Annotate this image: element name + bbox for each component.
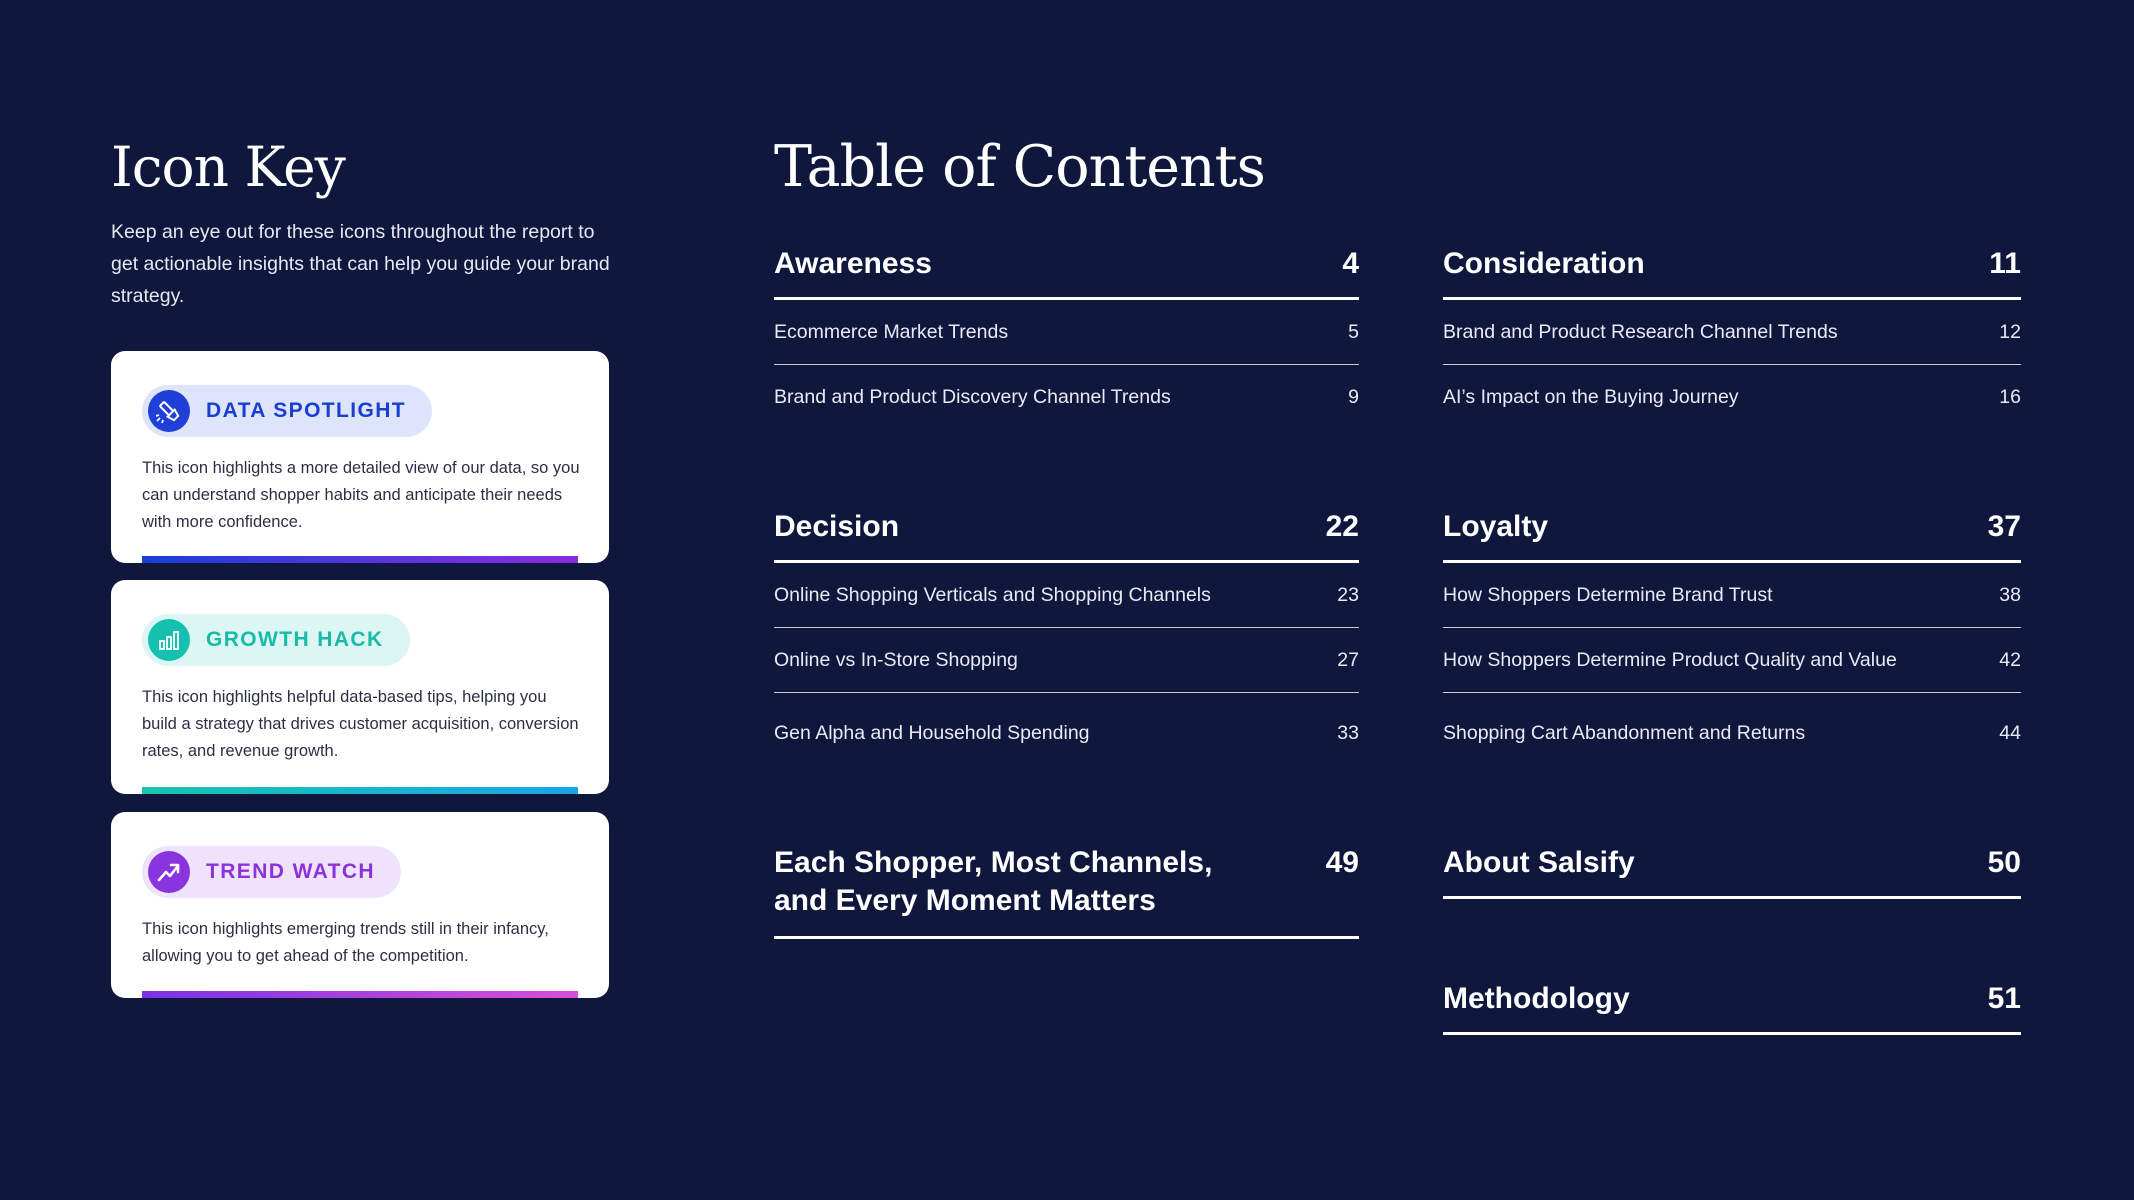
growth-hack-label: GROWTH HACK xyxy=(206,628,384,651)
trend-watch-card xyxy=(111,812,609,998)
toc-item-page: 16 xyxy=(1999,385,2021,408)
section-page: 37 xyxy=(1987,510,2021,543)
toc-section-consideration[interactable] xyxy=(1443,245,2021,429)
data-spotlight-card xyxy=(111,351,609,563)
trend-watch-badge xyxy=(142,846,401,898)
section-title: Each Shopper, Most Channels, and Every Moment Matters xyxy=(774,846,1213,917)
toc-item-label: Brand and Product Research Channel Trends xyxy=(1443,320,1838,343)
growth-hack-badge xyxy=(142,614,410,666)
toc-item-label: Ecommerce Market Trends xyxy=(774,320,1009,343)
toc-item-page: 44 xyxy=(1999,721,2021,744)
data-spotlight-label: DATA SPOTLIGHT xyxy=(206,399,407,422)
toc-item-label: Gen Alpha and Household Spending xyxy=(774,721,1090,744)
trending-up-icon xyxy=(148,851,190,893)
section-title: About Salsify xyxy=(1443,846,1635,879)
toc-item[interactable] xyxy=(774,693,1359,773)
section-heading[interactable] xyxy=(1443,980,2021,1035)
section-heading[interactable] xyxy=(774,508,1359,563)
toc-item-page: 12 xyxy=(1999,320,2021,343)
accent-bar xyxy=(142,991,578,998)
icon-key-intro: Keep an eye out for these icons throughout the report to get actionable insights that can help you guide your brand strategy. xyxy=(111,221,610,307)
section-page: 11 xyxy=(1989,247,2021,280)
toc-item[interactable] xyxy=(1443,563,2021,628)
toc-item[interactable] xyxy=(1443,693,2021,773)
toc-section-about-salsify[interactable] xyxy=(1443,844,2021,899)
section-heading[interactable] xyxy=(1443,508,2021,563)
toc-item-page: 27 xyxy=(1337,648,1359,671)
icon-key-title: Icon Key xyxy=(111,135,345,199)
growth-hack-description: This icon highlights helpful data-based tips, helping you build a strategy that drives customer acquisition, conversion rates, and revenue growth. xyxy=(142,688,579,760)
growth-hack-card xyxy=(111,580,609,794)
section-page: 4 xyxy=(1342,247,1359,280)
toc-item[interactable] xyxy=(1443,300,2021,365)
section-heading[interactable] xyxy=(774,844,1359,939)
trend-watch-label: TREND WATCH xyxy=(206,860,375,883)
trend-watch-description: This icon highlights emerging trends still in their infancy, allowing you to get ahead of the competition. xyxy=(142,920,549,965)
section-title: Consideration xyxy=(1443,247,1645,280)
toc-item[interactable] xyxy=(774,300,1359,365)
toc-item-label: Brand and Product Discovery Channel Trends xyxy=(774,385,1171,408)
toc-item-label: How Shoppers Determine Brand Trust xyxy=(1443,583,1773,606)
toc-item-label: How Shoppers Determine Product Quality and Value xyxy=(1443,648,1897,671)
section-title: Awareness xyxy=(774,247,932,280)
section-title: Decision xyxy=(774,510,900,543)
accent-bar xyxy=(142,556,578,563)
toc-item[interactable] xyxy=(1443,365,2021,429)
icon-key-panel xyxy=(111,136,611,312)
toc-item[interactable] xyxy=(1443,628,2021,693)
toc-item-label: Online vs In-Store Shopping xyxy=(774,648,1018,671)
toc-item-page: 9 xyxy=(1348,385,1359,408)
section-heading[interactable] xyxy=(1443,844,2021,899)
toc-item-page: 42 xyxy=(1999,648,2021,671)
toc-item[interactable] xyxy=(774,563,1359,628)
section-title: Methodology xyxy=(1443,982,1630,1015)
data-spotlight-description: This icon highlights a more detailed view of our data, so you can understand shopper habits and anticipate their needs with more confidence. xyxy=(142,459,580,531)
data-spotlight-badge xyxy=(142,385,432,437)
toc-item-page: 38 xyxy=(1999,583,2021,606)
toc-item-page: 33 xyxy=(1337,721,1359,744)
section-page: 49 xyxy=(1325,846,1359,879)
toc-item[interactable] xyxy=(774,365,1359,429)
toc-item-page: 5 xyxy=(1348,320,1359,343)
section-title: Loyalty xyxy=(1443,510,1549,543)
section-heading[interactable] xyxy=(774,245,1359,300)
toc-section-decision[interactable] xyxy=(774,508,1359,773)
toc-item-label: Shopping Cart Abandonment and Returns xyxy=(1443,721,1806,744)
section-page: 22 xyxy=(1325,510,1359,543)
toc-section-loyalty[interactable] xyxy=(1443,508,2021,773)
section-page: 50 xyxy=(1987,846,2021,879)
section-heading[interactable] xyxy=(1443,245,2021,300)
toc-title: Table of Contents xyxy=(774,134,1265,200)
accent-bar xyxy=(142,787,578,794)
toc-section-each-shopper[interactable] xyxy=(774,844,1359,939)
toc-section-methodology[interactable] xyxy=(1443,980,2021,1035)
toc-item-page: 23 xyxy=(1337,583,1359,606)
section-page: 51 xyxy=(1987,982,2021,1015)
toc-item[interactable] xyxy=(774,628,1359,693)
toc-item-label: AI’s Impact on the Buying Journey xyxy=(1443,385,1739,408)
flashlight-icon xyxy=(148,390,190,432)
toc-section-awareness[interactable] xyxy=(774,245,1359,429)
bar-chart-icon xyxy=(148,619,190,661)
toc-item-label: Online Shopping Verticals and Shopping Channels xyxy=(774,583,1211,606)
